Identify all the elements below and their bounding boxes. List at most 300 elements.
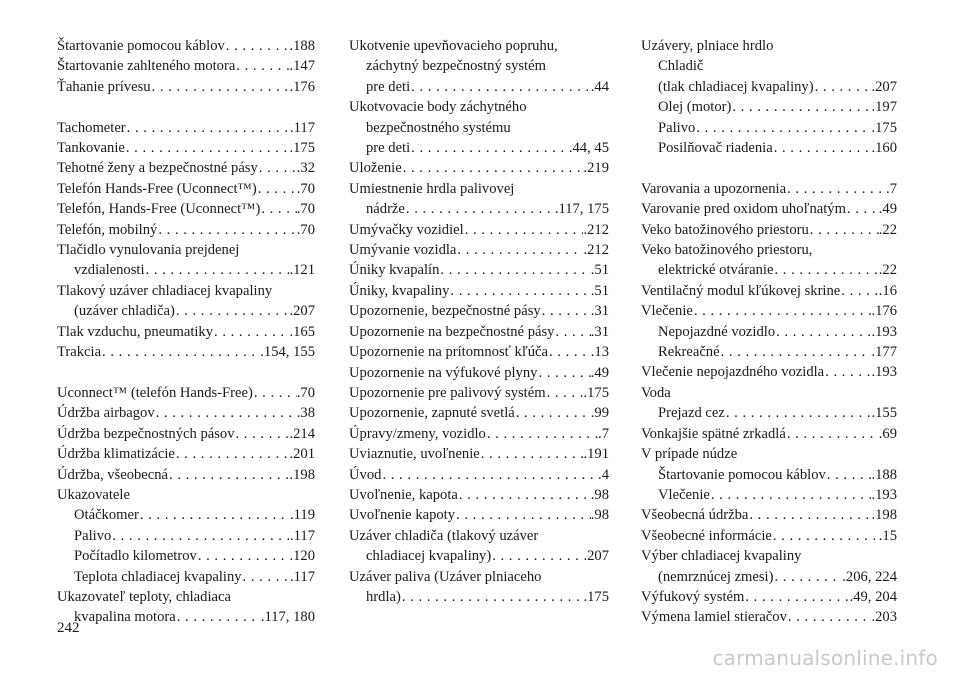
index-term: Vlečenie (641, 303, 693, 320)
index-subline (349, 199, 609, 219)
index-entry (57, 56, 315, 76)
index-page-ref: .49 (590, 364, 609, 381)
index-term: hrdla) (366, 588, 401, 605)
index-page-ref: .175 (289, 140, 315, 157)
index-page-ref: .44 (590, 78, 609, 95)
index-term: Vlečenie nepojazdného vozidla (641, 364, 825, 381)
index-page-ref: .193 (871, 364, 897, 381)
index-page-ref: .117 (290, 119, 315, 136)
index-line (349, 505, 609, 525)
dot-leader (449, 281, 590, 301)
index-entry (349, 260, 609, 280)
dot-leader (197, 546, 290, 566)
index-term: Umiestnenie hrdla palivovej (349, 180, 515, 197)
index-entry (57, 322, 315, 342)
index-line (641, 362, 897, 382)
index-page-ref: .70 (296, 180, 315, 197)
index-line (349, 97, 609, 117)
index-line (349, 322, 609, 342)
index-term: Uloženie (349, 160, 402, 177)
index-subline (641, 403, 897, 423)
index-page-ref: .176 (871, 303, 897, 320)
index-term: Upozornenie pre palivový systém (349, 384, 546, 401)
index-page-ref: .188 (289, 38, 315, 54)
dot-leader (744, 587, 849, 607)
dot-leader (253, 383, 297, 403)
index-page-ref: .98 (590, 486, 609, 503)
dot-leader (455, 505, 591, 525)
index-term: Rekreačné (658, 344, 720, 361)
index-page-ref: .165 (289, 323, 315, 340)
dot-leader (772, 526, 879, 546)
index-term: Uconnect™ (telefón Hands-Free) (57, 384, 253, 401)
index-entry (641, 199, 897, 219)
dot-leader (554, 322, 590, 342)
index-subline (57, 260, 315, 280)
index-term: Tlakový uzáver chladiacej kvapaliny (57, 282, 273, 299)
index-line (57, 383, 315, 403)
index-subline (641, 485, 897, 505)
index-term: Prejazd cez (658, 405, 725, 422)
dot-leader (486, 424, 598, 444)
index-page-ref: .70 (296, 384, 315, 401)
index-term: Uvoľnenie, kapota (349, 486, 458, 503)
index-page-ref: .16 (878, 282, 897, 299)
index-line (641, 607, 897, 627)
dot-leader (145, 260, 290, 280)
dot-leader (125, 138, 290, 158)
dot-leader (126, 118, 290, 138)
index-term: Tehotné ženy a bezpečnostné pásy (57, 160, 258, 177)
index-term: (uzáver chladiča) (74, 303, 175, 320)
index-entry (641, 607, 897, 627)
index-line (57, 138, 315, 158)
dot-leader (515, 403, 591, 423)
index-term: Ukazovatele (57, 486, 130, 503)
index-line (57, 220, 315, 240)
dot-leader (546, 383, 584, 403)
index-line (641, 199, 897, 219)
index-term: Palivo (658, 119, 696, 136)
dot-leader (168, 465, 289, 485)
index-page-ref: .117 (290, 568, 315, 585)
index-entry (349, 281, 609, 301)
dot-leader (258, 158, 297, 178)
index-entry (57, 77, 315, 97)
index-page-ref: .206, 224 (842, 568, 897, 585)
index-line (57, 118, 315, 138)
index-term: Štartovanie zahltenéh​o motora (57, 58, 236, 75)
index-subline (641, 567, 897, 587)
dot-leader (710, 485, 872, 505)
index-page-ref: .154, 155 (260, 344, 315, 361)
index-page-ref: .22 (878, 262, 897, 279)
index-term: Uzáver chladiča (tlakový uzáver (349, 527, 539, 544)
index-term: Voda (641, 384, 671, 401)
index-term: záchytný bezpečnostný systém (366, 58, 546, 75)
index-page-ref: .175 (583, 384, 609, 401)
index-entry (641, 36, 897, 158)
index-page-ref: .51 (590, 262, 609, 279)
index-term: Varovania a upozornenia (641, 180, 787, 197)
index-entry (349, 301, 609, 321)
index-entry (641, 505, 897, 525)
index-subline (641, 342, 897, 362)
index-page-ref: .198 (871, 507, 897, 524)
index-term: Palivo (74, 527, 112, 544)
dot-leader (402, 158, 584, 178)
dot-leader (720, 342, 872, 362)
dot-leader (693, 301, 872, 321)
index-line (641, 281, 897, 301)
dot-leader (824, 362, 871, 382)
dot-leader (731, 97, 871, 117)
index-term: chladiacej kvapaliny) (366, 548, 492, 565)
index-page-ref: .176 (289, 78, 315, 95)
index-line (641, 383, 897, 403)
index-term: Údržba klimatizácie (57, 446, 175, 463)
index-line (349, 444, 609, 464)
index-entry (349, 424, 609, 444)
index-subline (349, 56, 609, 76)
index-term: Posilňovač riadenia (658, 140, 773, 157)
index-term: Uzávery, plniace hrdlo (641, 38, 774, 54)
index-term: Umývanie vozidla (349, 242, 457, 259)
dot-leader (175, 444, 290, 464)
index-line (349, 301, 609, 321)
index-subline (641, 138, 897, 158)
index-subline (57, 301, 315, 321)
index-entry (57, 158, 315, 178)
index-term: Všeobecná údržba (641, 507, 749, 524)
index-entry (349, 322, 609, 342)
index-term: Tankovanie (57, 140, 125, 157)
dot-leader (773, 567, 842, 587)
index-term: Upozornenie na bezpečnostné pásy (349, 323, 555, 340)
index-page-ref: .49 (878, 201, 897, 218)
dot-leader (846, 199, 879, 219)
index-line (641, 301, 897, 321)
index-page-ref: .188 (871, 466, 897, 483)
index-line (641, 505, 897, 525)
index-page-ref: .49, 204 (849, 588, 897, 605)
index-term: Nepojazdné vozidlo (658, 323, 776, 340)
index-term: Teplota chladiacej kvapaliny (74, 568, 242, 585)
index-page-ref: .193 (871, 486, 897, 503)
index-line (641, 587, 897, 607)
index-term: Údržba bezpečnostných pásov (57, 425, 235, 442)
index-entry (641, 546, 897, 587)
index-entry (57, 403, 315, 423)
index-page-ref: .175 (583, 588, 609, 605)
index-entry (57, 465, 315, 485)
index-entry (57, 444, 315, 464)
index-entry (57, 179, 315, 199)
index-line (57, 465, 315, 485)
index-page-ref: .38 (296, 405, 315, 422)
dot-leader (260, 199, 296, 219)
dot-leader (480, 444, 584, 464)
index-page-ref: .147 (289, 58, 315, 75)
index-line (349, 342, 609, 362)
index-line (57, 179, 315, 199)
dot-leader (840, 281, 878, 301)
index-term: Výber chladiacej kvapaliny (641, 548, 802, 565)
index-entry (57, 281, 315, 322)
index-page-ref: .193 (871, 323, 897, 340)
index-line (349, 485, 609, 505)
index-line (641, 220, 897, 240)
index-page-ref: .120 (289, 548, 315, 565)
index-page-ref: .98 (590, 507, 609, 524)
index-term: Telefón, mobilný (57, 221, 158, 238)
index-line (349, 281, 609, 301)
dot-leader (381, 465, 598, 485)
dot-leader (458, 485, 591, 505)
index-line (57, 444, 315, 464)
index-term: Upozornenie, zapnuté svetlá (349, 405, 515, 422)
index-line (349, 240, 609, 260)
index-entry (349, 485, 609, 505)
index-page-ref: .203 (871, 609, 897, 626)
index-subline (57, 505, 315, 525)
index-term: Tachometer (57, 119, 126, 136)
dot-leader (775, 322, 871, 342)
index-page-ref: .32 (296, 160, 315, 177)
index-entry (57, 199, 315, 219)
index-term: Ťahanie prívesu (57, 78, 151, 95)
index-page-ref: .70 (296, 221, 315, 238)
dot-leader (491, 546, 583, 566)
index-page-ref: .175 (871, 119, 897, 136)
index-term: Ukazovateľ teploty, chladiaca (57, 588, 231, 605)
index-line (641, 240, 897, 260)
index-line (57, 281, 315, 301)
index-entry (349, 179, 609, 220)
index-entry (57, 240, 315, 281)
dot-leader (725, 403, 872, 423)
index-term: Upozornenie na prítomnosť kľúča (349, 344, 548, 361)
dot-leader (439, 260, 590, 280)
index-column-1 (57, 36, 315, 628)
index-line (641, 526, 897, 546)
index-line (57, 424, 315, 444)
index-subline (57, 546, 315, 566)
index-term: Vonkajšie spätné zrkadlá (641, 425, 786, 442)
index-entry (641, 526, 897, 546)
index-term: (tlak chladiacej kvapaliny) (658, 78, 814, 95)
index-term: Upozornenie na výfukové plyny (349, 364, 538, 381)
index-subline (349, 546, 609, 566)
index-line (349, 403, 609, 423)
index-line (57, 56, 315, 76)
index-term: Veko batožinového priestoru, (641, 242, 813, 259)
index-entry (349, 220, 609, 240)
dot-leader (826, 465, 872, 485)
dot-leader (175, 301, 290, 321)
index-line (57, 485, 315, 505)
index-subline (57, 526, 315, 546)
index-page-ref: .212 (583, 221, 609, 238)
index-line (57, 322, 315, 342)
index-term: Údržba airbagov (57, 405, 155, 422)
index-entry (641, 424, 897, 444)
index-subline (641, 260, 897, 280)
index-entry (349, 444, 609, 464)
dot-leader (786, 179, 886, 199)
dot-leader (151, 77, 290, 97)
index-entry (349, 526, 609, 567)
index-term: Ukotvenie upevňovacieho popruhu, (349, 38, 558, 54)
dot-leader (111, 526, 290, 546)
dot-leader (773, 138, 872, 158)
index-line (349, 363, 609, 383)
index-line (641, 179, 897, 199)
index-page-ref: .22 (878, 221, 897, 238)
index-line (349, 383, 609, 403)
index-line (57, 342, 315, 362)
index-term: V prípade núdze (641, 446, 738, 463)
index-page-ref: .69 (878, 425, 897, 442)
index-entry (57, 485, 315, 587)
index-column-3 (641, 36, 897, 628)
index-subline (641, 97, 897, 117)
index-line (349, 158, 609, 178)
index-term: kvapalina motora (74, 609, 176, 626)
index-entry (641, 444, 897, 505)
index-term: (nemrznúcej zmesi) (658, 568, 774, 585)
index-page-ref: .219 (583, 160, 609, 177)
index-entry (349, 383, 609, 403)
index-page-ref: .117 (290, 527, 315, 544)
index-line (57, 158, 315, 178)
index-line (349, 36, 609, 56)
index-term: Uviaznutie, uvoľnenie (349, 446, 480, 463)
index-entry (349, 505, 609, 525)
index-line (349, 220, 609, 240)
dot-leader (541, 301, 591, 321)
index-term: Trakcia (57, 344, 102, 361)
index-page-ref: .117, 180 (260, 609, 315, 626)
index-entry (349, 465, 609, 485)
index-entry (57, 383, 315, 403)
index-line (349, 179, 609, 199)
index-term: Výfukový systém (641, 588, 745, 605)
index-subline (641, 465, 897, 485)
index-line (641, 444, 897, 464)
index-entry (349, 567, 609, 608)
index-page-ref: .4 (598, 466, 609, 483)
index-entry (641, 301, 897, 362)
index-page-ref: .207 (871, 78, 897, 95)
index-page-ref: .117, 175 (554, 201, 609, 218)
index-term: pre deti (366, 140, 411, 157)
dot-leader (814, 77, 872, 97)
dot-leader (787, 607, 872, 627)
index-term: Počítadlo kilometrov (74, 548, 197, 565)
index-entry (349, 36, 609, 97)
index-term: Uzáver paliva (Uzáver plniaceho (349, 568, 542, 585)
index-term: Uvoľnenie kapoty (349, 507, 456, 524)
index-page-ref: .121 (289, 262, 315, 279)
index-entry (641, 220, 897, 240)
dot-leader (748, 505, 871, 525)
index-page-ref: .7 (886, 180, 897, 197)
index-term: Štartovanie pomocou káblov (57, 38, 225, 54)
index-term: Olej (motor) (658, 99, 732, 116)
index-term: Ukotvovacie body záchytného (349, 99, 527, 116)
index-line (349, 567, 609, 587)
dot-leader (464, 220, 584, 240)
index-subline (349, 77, 609, 97)
dot-leader (225, 36, 290, 56)
index-term: bezpečnostného systému (366, 119, 511, 136)
index-page-ref: .207 (289, 303, 315, 320)
index-entry (641, 587, 897, 607)
index-entry (641, 179, 897, 199)
dot-leader (401, 587, 584, 607)
index-subline (641, 322, 897, 342)
index-entry (349, 403, 609, 423)
index-term: Telefón, Hands-Free (Uconnect™) (57, 201, 261, 218)
index-page-ref: .44, 45 (568, 140, 609, 157)
dot-leader (101, 342, 260, 362)
index-term: Vlečenie (658, 486, 710, 503)
index-entry (641, 383, 897, 424)
index-line (57, 77, 315, 97)
index-term: Veko batožinového priestoru (641, 221, 809, 238)
index-page-ref: .212 (583, 242, 609, 259)
dot-leader (235, 56, 289, 76)
dot-leader (155, 403, 297, 423)
dot-leader (176, 607, 261, 627)
watermark: carmanualsonline.info (712, 646, 938, 670)
index-page-ref: .13 (590, 344, 609, 361)
index-line (349, 465, 609, 485)
index-line (57, 36, 315, 56)
dot-leader (410, 138, 569, 158)
dot-leader (157, 220, 296, 240)
dot-leader (242, 567, 290, 587)
index-column-2 (349, 36, 609, 607)
index-page-ref: .198 (289, 466, 315, 483)
index-subline (349, 118, 609, 138)
index-term: Tlak vzduchu, pneumatiky (57, 323, 214, 340)
index-subline (641, 77, 897, 97)
index-term: Otáčkomer (74, 507, 139, 524)
index-page-ref: .160 (871, 140, 897, 157)
page-number: 242 (57, 620, 80, 636)
index-term: Výmena lamiel stieračov (641, 609, 787, 626)
index-entry (349, 240, 609, 260)
dot-leader (405, 199, 555, 219)
index-entry (57, 220, 315, 240)
index-term: Chladič (658, 58, 704, 75)
index-line (57, 403, 315, 423)
index-page-ref: .197 (871, 99, 897, 116)
index-entry (641, 240, 897, 281)
index-page-ref: .119 (290, 507, 315, 524)
index-page-ref: .191 (583, 446, 609, 463)
index-entry (57, 36, 315, 56)
index-line (641, 36, 897, 56)
index-term: Úpravy/zmeny, vozidlo (349, 425, 486, 442)
index-entry (349, 363, 609, 383)
index-term: nádrže (366, 201, 405, 218)
index-page-ref: .214 (289, 425, 315, 442)
dot-leader (695, 118, 871, 138)
dot-leader (410, 77, 591, 97)
